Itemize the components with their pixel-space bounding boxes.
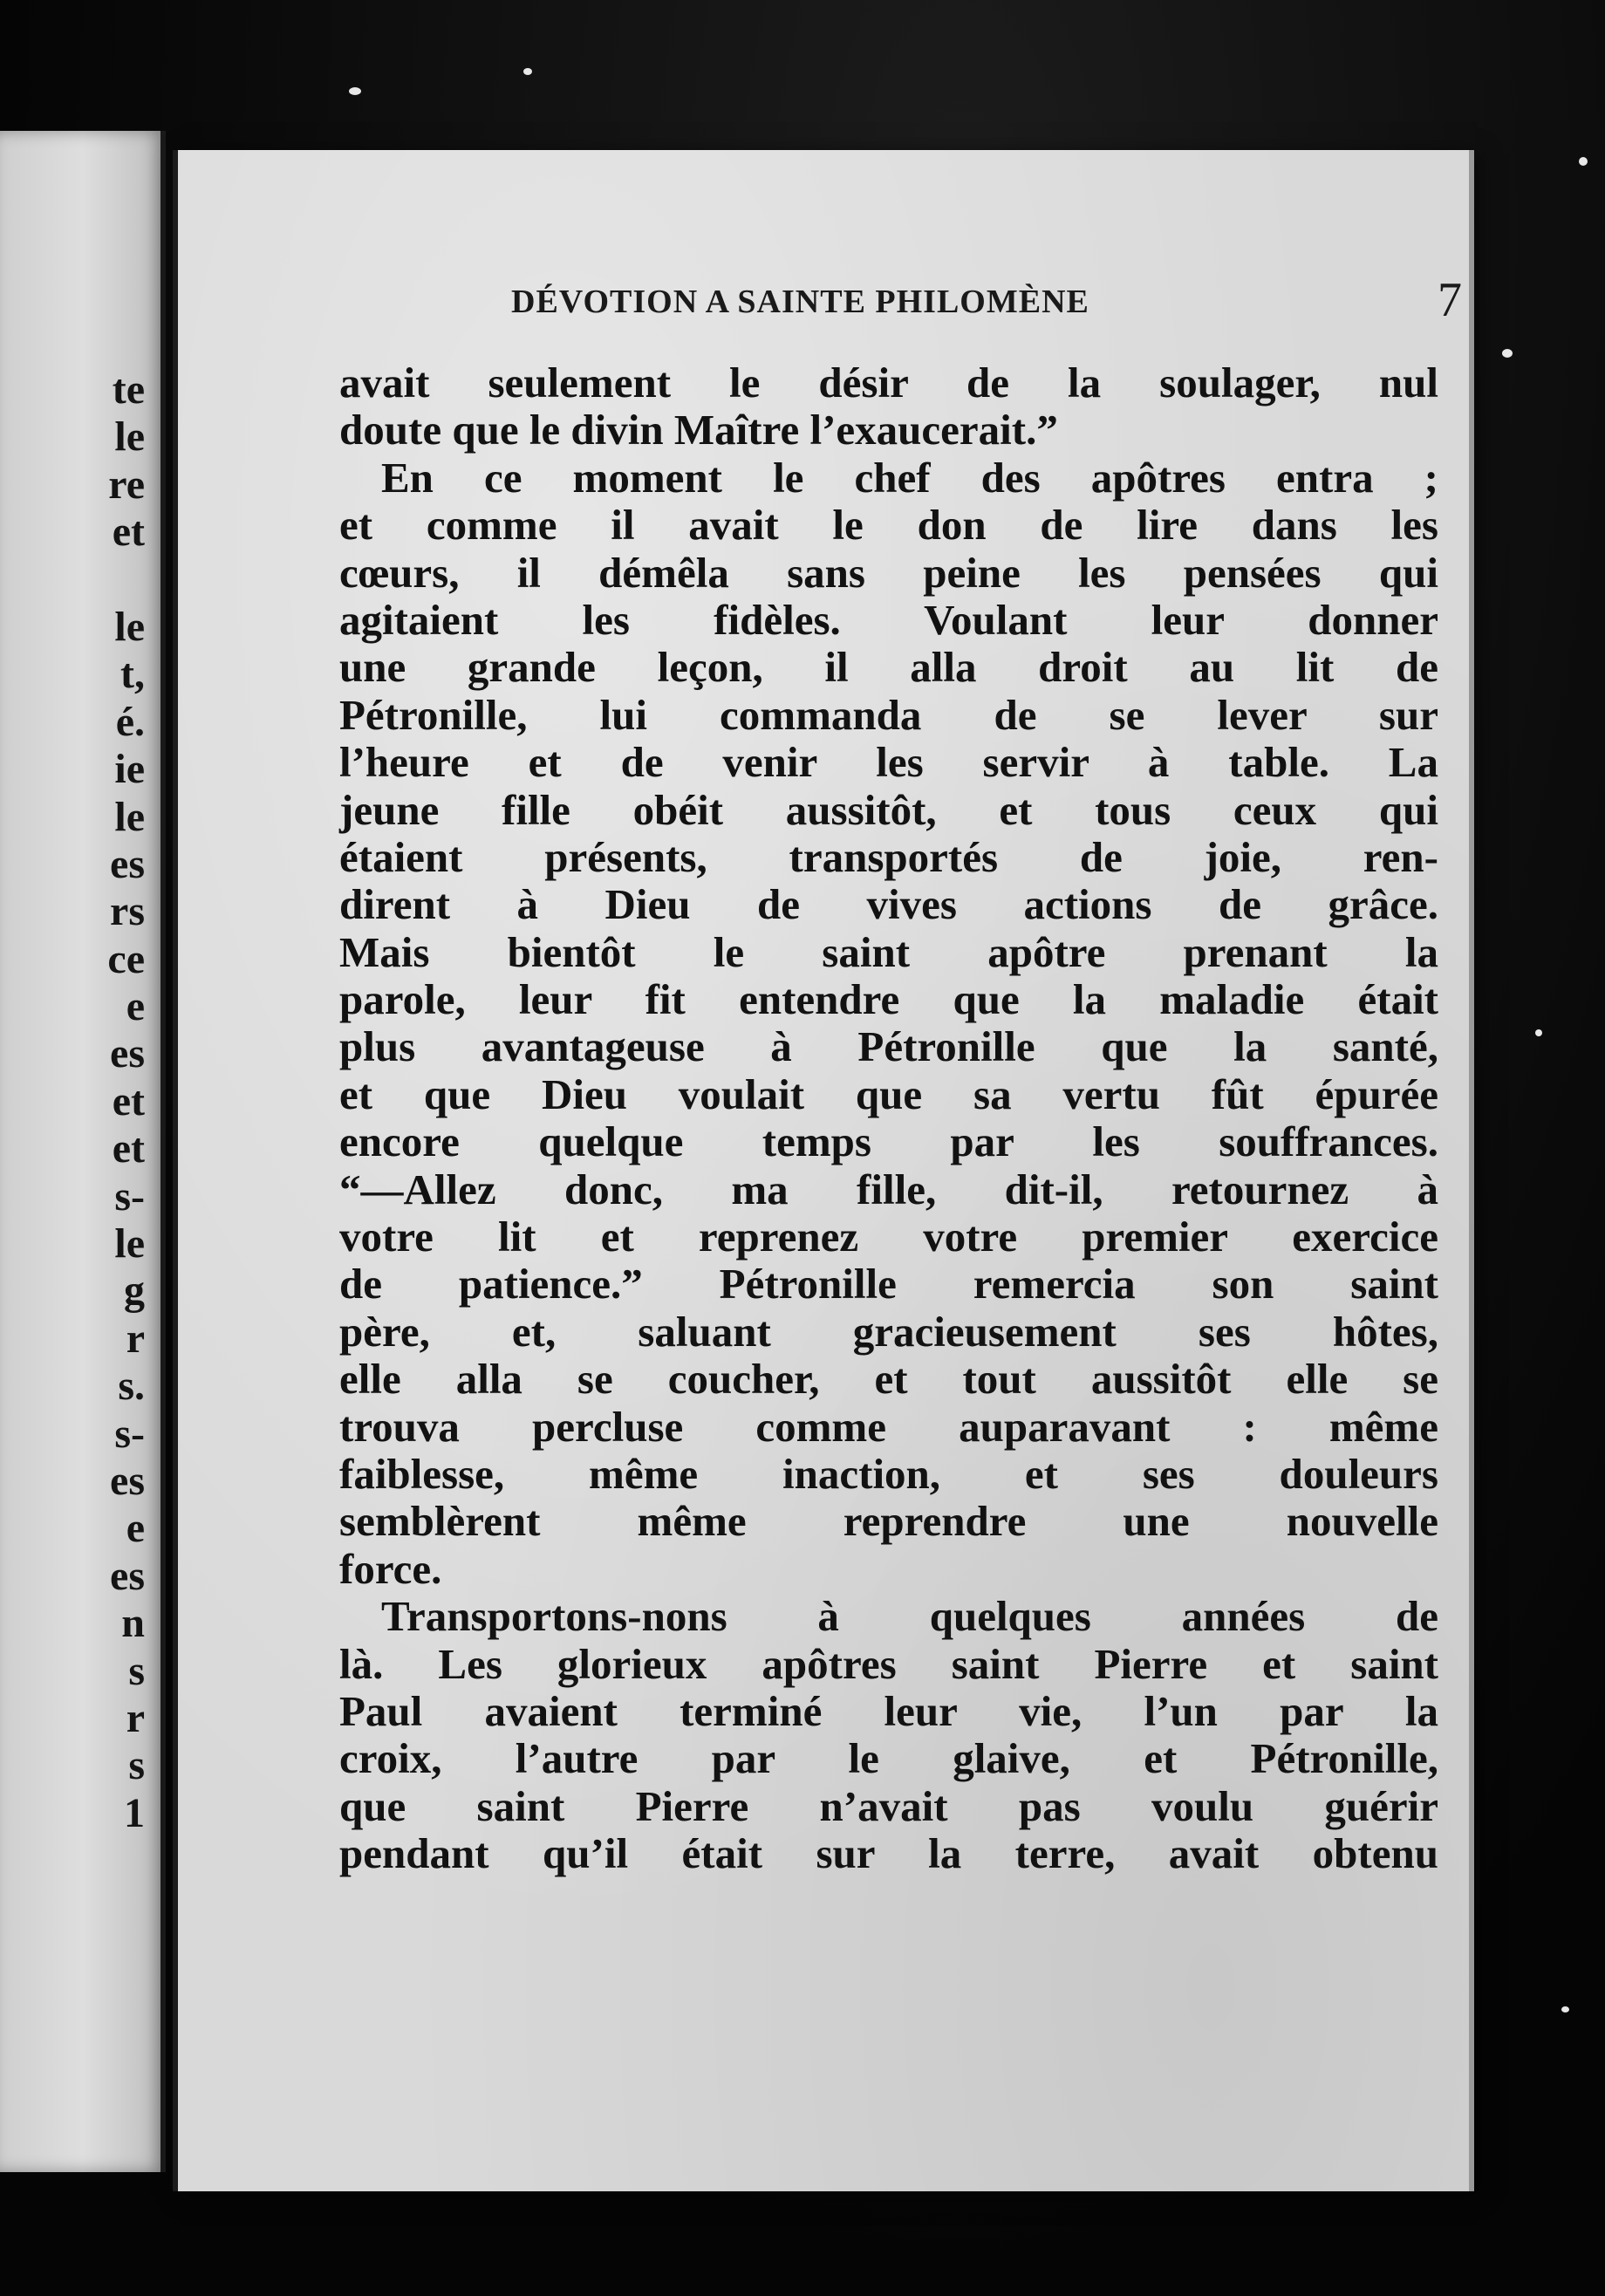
running-title: DÉVOTION A SAINTE PHILOMÈNE (511, 284, 1089, 320)
text-line: En ce moment le chef des apôtres entra ; (381, 453, 1438, 502)
left-fragment: é. (115, 698, 145, 745)
left-fragment: le (114, 1220, 145, 1268)
left-fragment: es (110, 1457, 145, 1504)
text-line: Transportons-nons à quelques années de (381, 1592, 1438, 1641)
text-line: cœurs, il démêla sans peine les pensées qui (339, 548, 1438, 597)
text-line: avait seulement le désir de la soulager, nul (339, 359, 1438, 407)
text-line: l’heure et de venir les servir à table. La (339, 738, 1438, 787)
text-line: plus avantageuse à Pétronille que la santé, (339, 1022, 1438, 1071)
left-fragment: le (114, 413, 145, 461)
text-line: trouva percluse comme auparavant : même (339, 1402, 1438, 1451)
text-line: force. (339, 1544, 442, 1593)
left-facing-page (0, 131, 166, 2172)
left-fragment: et (112, 1077, 145, 1124)
left-fragment: ce (107, 935, 145, 982)
text-line: croix, l’autre par le glaive, et Pétronille, (339, 1734, 1438, 1783)
dust-speck (1502, 349, 1513, 358)
text-line: étaient présents, transportés de joie, ren- (339, 832, 1438, 881)
left-fragment: et (112, 509, 145, 556)
dust-speck (1579, 157, 1588, 166)
left-fragment: es (110, 1030, 145, 1077)
text-line: et comme il avait le don de lire dans les (339, 501, 1438, 550)
dust-speck (1535, 1029, 1542, 1036)
left-fragment: es (110, 1552, 145, 1599)
left-fragment: s (128, 1647, 145, 1694)
text-line: et que Dieu voulait que sa vertu fût épurée (339, 1069, 1438, 1118)
text-line: encore quelque temps par les souffrances. (339, 1117, 1438, 1166)
left-fragment: s- (114, 1410, 145, 1457)
left-page-text-fragments (7, 366, 164, 1837)
left-fragment: e (126, 1505, 145, 1552)
text-line: là. Les glorieux apôtres saint Pierre et saint (339, 1639, 1438, 1688)
left-fragment: r (126, 1694, 145, 1741)
page-body-text (339, 359, 1438, 1878)
text-line: Mais bientôt le saint apôtre prenant la (339, 927, 1438, 976)
left-fragment: n (121, 1600, 145, 1647)
left-fragment: rs (110, 888, 145, 935)
text-line: semblèrent même reprendre une nouvelle (339, 1497, 1438, 1546)
text-line: père, et, saluant gracieusement ses hôtes, (339, 1307, 1438, 1356)
left-fragment (7, 557, 145, 604)
left-fragment: 1 (124, 1789, 145, 1836)
text-line: elle alla se coucher, et tout aussitôt elle se (339, 1355, 1438, 1404)
dust-speck (1561, 2006, 1569, 2012)
text-line: agitaient les fidèles. Voulant leur donner (339, 595, 1438, 644)
text-line: “—Allez donc, ma fille, dit-il, retournez à (339, 1165, 1438, 1213)
text-line: dirent à Dieu de vives actions de grâce. (339, 880, 1438, 929)
left-fragment: re (108, 461, 145, 508)
dust-speck (523, 68, 532, 75)
left-fragment: ie (114, 746, 145, 793)
dust-speck (349, 87, 361, 95)
text-line: pendant qu’il était sur la terre, avait obtenu (339, 1829, 1438, 1878)
text-line: doute que le divin Maître l’exaucerait.” (339, 406, 1058, 454)
text-line: jeune fille obéit aussitôt, et tous ceux qui (339, 785, 1438, 834)
text-line: Pétronille, lui commanda de se lever sur (339, 690, 1438, 739)
text-line: Paul avaient terminé leur vie, l’un par la (339, 1686, 1438, 1735)
left-fragment: le (114, 793, 145, 840)
text-line: parole, leur fit entendre que la maladie était (339, 975, 1438, 1024)
page-number: 7 (1438, 273, 1462, 327)
left-fragment: t, (120, 651, 145, 698)
page-header (511, 272, 1462, 325)
left-fragment: e (126, 983, 145, 1030)
text-line: faiblesse, même inaction, et ses douleurs (339, 1449, 1438, 1498)
text-line: que saint Pierre n’avait pas voulu guérir (339, 1781, 1438, 1830)
left-fragment: es (110, 840, 145, 887)
text-line: une grande leçon, il alla droit au lit de (339, 643, 1438, 692)
text-line: de patience.” Pétronille remercia son saint (339, 1260, 1438, 1309)
left-fragment: s. (118, 1363, 145, 1410)
left-fragment: et (112, 1125, 145, 1172)
book-page (173, 150, 1469, 2191)
left-fragment: te (112, 366, 145, 413)
left-fragment: g (124, 1268, 145, 1315)
left-fragment: s- (114, 1172, 145, 1220)
left-fragment: le (114, 603, 145, 650)
text-line: votre lit et reprenez votre premier exercice (339, 1213, 1438, 1261)
left-fragment: s (128, 1742, 145, 1789)
left-fragment: r (126, 1315, 145, 1362)
